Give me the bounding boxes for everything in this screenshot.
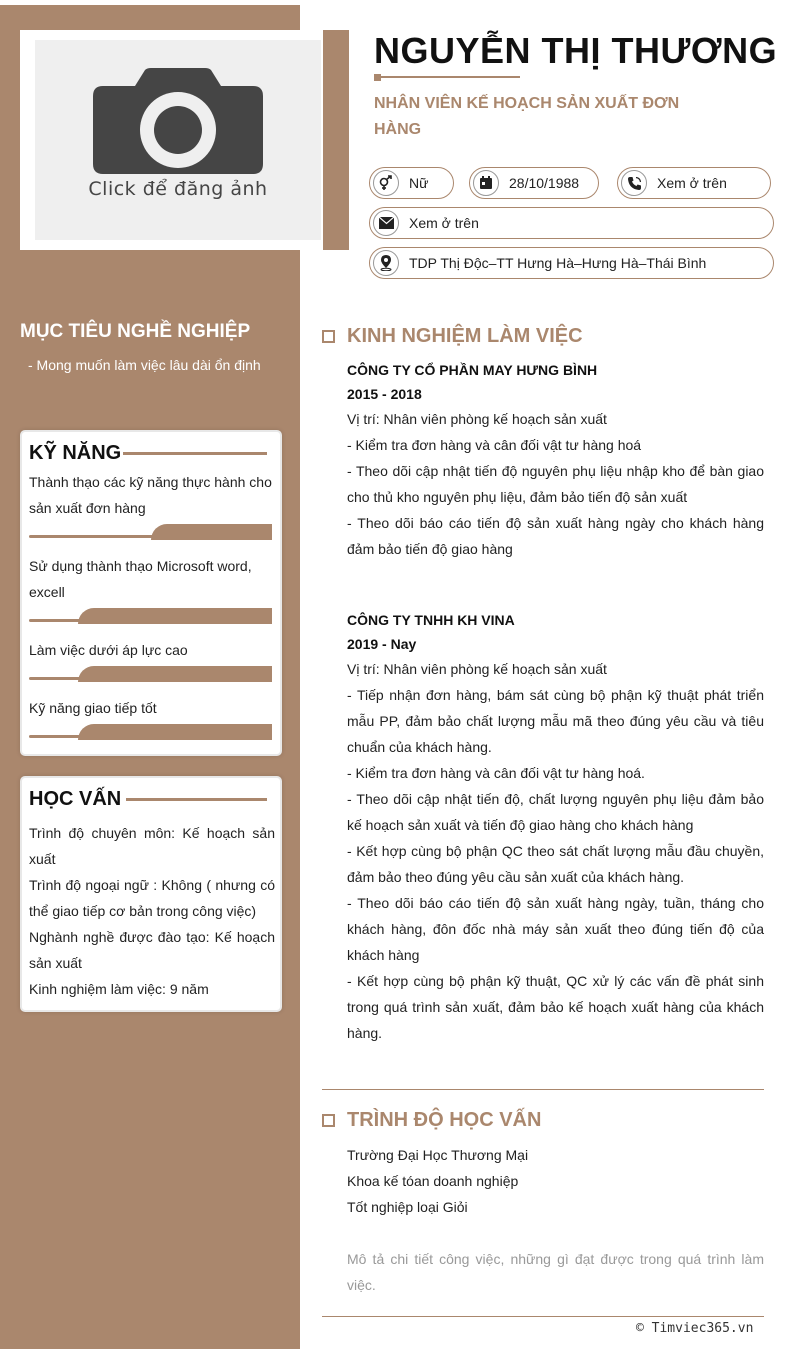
skills-title-line <box>123 452 267 455</box>
calendar-icon <box>473 170 499 196</box>
photo-caption: Click để đăng ảnh <box>88 178 268 200</box>
skills-title: KỸ NĂNG <box>29 442 122 464</box>
job-detail: - Kết hợp cùng bộ phận QC theo sát chất lượng mẫu đầu chuyền, đảm bảo theo đúng yêu cầu sản xuất của khách hàng. <box>347 843 764 885</box>
job-detail: - Theo dõi cập nhật tiến độ, chất lượng nguyên phụ liệu đảm bảo kế hoạch sản xuất và tiến độ giao hàng cho khách hàng <box>347 791 764 833</box>
candidate-name: NGUYỄN THỊ THƯƠNG <box>374 30 778 71</box>
skill-label: Thành thạo các kỹ năng thực hành cho sản xuất đơn hàng <box>29 474 272 516</box>
skill-bar <box>29 724 272 740</box>
education-card <box>20 776 282 1012</box>
address-pill <box>369 247 774 279</box>
education-main-title: TRÌNH ĐỘ HỌC VẤN <box>347 1109 542 1131</box>
divider <box>322 1089 764 1090</box>
job-detail: Vị trí: Nhân viên phòng kế hoạch sản xuất <box>347 661 607 677</box>
education-side-title: HỌC VẤN <box>29 788 122 810</box>
skill-label: Làm việc dưới áp lực cao <box>29 642 188 658</box>
education-line: Nghành nghề được đào tạo: Kế hoạch sản xuất <box>29 929 275 971</box>
job-detail: - Kiểm tra đơn hàng và cân đối vật tư hàng hoá <box>347 437 642 453</box>
gender-value: Nữ <box>409 175 429 191</box>
job-title: NHÂN VIÊN KẾ HOẠCH SẢN XUẤT ĐƠN HÀNG <box>374 95 680 138</box>
skill-bar <box>29 608 272 624</box>
education-line: Kinh nghiệm làm việc: 9 năm <box>29 981 209 997</box>
email-pill <box>369 207 774 239</box>
education-title-line <box>126 798 267 801</box>
skill-bar <box>29 666 272 682</box>
graduation-grade: Tốt nghiệp loại Giỏi <box>347 1199 468 1215</box>
birthday-value: 28/10/1988 <box>509 175 580 191</box>
location-pin-icon <box>373 250 399 276</box>
education-line: Trình độ ngoại ngữ : Không ( nhưng có thể giao tiếp cơ bản trong công việc) <box>29 877 275 919</box>
section-marker <box>322 330 335 343</box>
gender-pill <box>369 167 454 199</box>
job-detail: Vị trí: Nhân viên phòng kế hoạch sản xuất <box>347 411 607 427</box>
job-period: 2015 - 2018 <box>347 386 422 402</box>
experience-title: KINH NGHIỆM LÀM VIỆC <box>347 325 583 347</box>
school-name: Trường Đại Học Thương Mại <box>347 1147 529 1163</box>
skill-bar <box>29 524 272 540</box>
name-rule <box>374 76 520 78</box>
objective-text: - Mong muốn làm việc lâu dài ổn định <box>28 357 261 373</box>
phone-icon <box>621 170 647 196</box>
skill-label: Kỹ năng giao tiếp tốt <box>29 700 157 716</box>
job-detail: - Kết hợp cùng bộ phận kỹ thuật, QC xử lý các vấn đề phát sinh trong quá trình sản xuất, đảm bảo kế hoạch xuất hàng của khách hàng. <box>347 973 764 1041</box>
phone-pill <box>617 167 771 199</box>
skill-label: Sử dụng thành thạo Microsoft word, excell <box>29 558 252 600</box>
avatar-frame[interactable] <box>20 30 323 250</box>
job-detail: - Theo dõi báo cáo tiến độ sản xuất hàng ngày cho khách hàng đảm bảo tiến độ giao hàng <box>347 515 764 557</box>
faculty-name: Khoa kế tóan doanh nghiệp <box>347 1173 519 1189</box>
address-value: TDP Thị Độc–TT Hưng Hà–Hưng Hà–Thái Bình <box>409 255 707 271</box>
section-marker <box>322 1114 335 1127</box>
envelope-icon <box>373 210 399 236</box>
camera-icon <box>93 68 263 178</box>
education-line: Trình độ chuyên môn: Kế hoạch sản xuất <box>29 825 275 867</box>
photo-accent <box>323 30 349 250</box>
job-detail: - Theo dõi báo cáo tiến độ sản xuất hàng ngày, tuần, tháng cho khách hàng, đôn đốc nhà máy sản xuất theo đúng tiến độ của khách hàng <box>347 895 764 963</box>
divider <box>322 1316 764 1317</box>
objective-title: MỤC TIÊU NGHỀ NGHIỆP <box>20 321 251 342</box>
footer-credit: © Timviec365.vn <box>636 1321 754 1336</box>
avatar-upload[interactable] <box>35 40 321 240</box>
job-period: 2019 - Nay <box>347 636 417 652</box>
company-name: CÔNG TY TNHH KH VINA <box>347 612 515 628</box>
company-name: CÔNG TY CỔ PHẦN MAY HƯNG BÌNH <box>347 362 598 378</box>
email-value: Xem ở trên <box>409 215 479 231</box>
job-detail: - Theo dõi cập nhật tiến độ nguyên phụ liệu nhập kho để bàn giao cho thủ kho nguyên phụ liệu, đảm bảo tiến độ sản xuất <box>347 463 764 505</box>
job-detail: - Kiểm tra đơn hàng và cân đối vật tư hàng hoá. <box>347 765 645 781</box>
description-placeholder[interactable]: Mô tả chi tiết công việc, những gì đạt được trong quá trình làm việc. <box>347 1251 764 1293</box>
phone-value: Xem ở trên <box>657 175 727 191</box>
gender-icon <box>373 170 399 196</box>
job-detail: - Tiếp nhận đơn hàng, bám sát cùng bộ phận kỹ thuật phát triển mẫu PP, đảm bảo chất lượng mẫu mã theo đúng yêu cầu và tiêu chuẩn của khách hàng. <box>347 687 764 755</box>
birthday-pill <box>469 167 599 199</box>
skills-card <box>20 430 282 756</box>
